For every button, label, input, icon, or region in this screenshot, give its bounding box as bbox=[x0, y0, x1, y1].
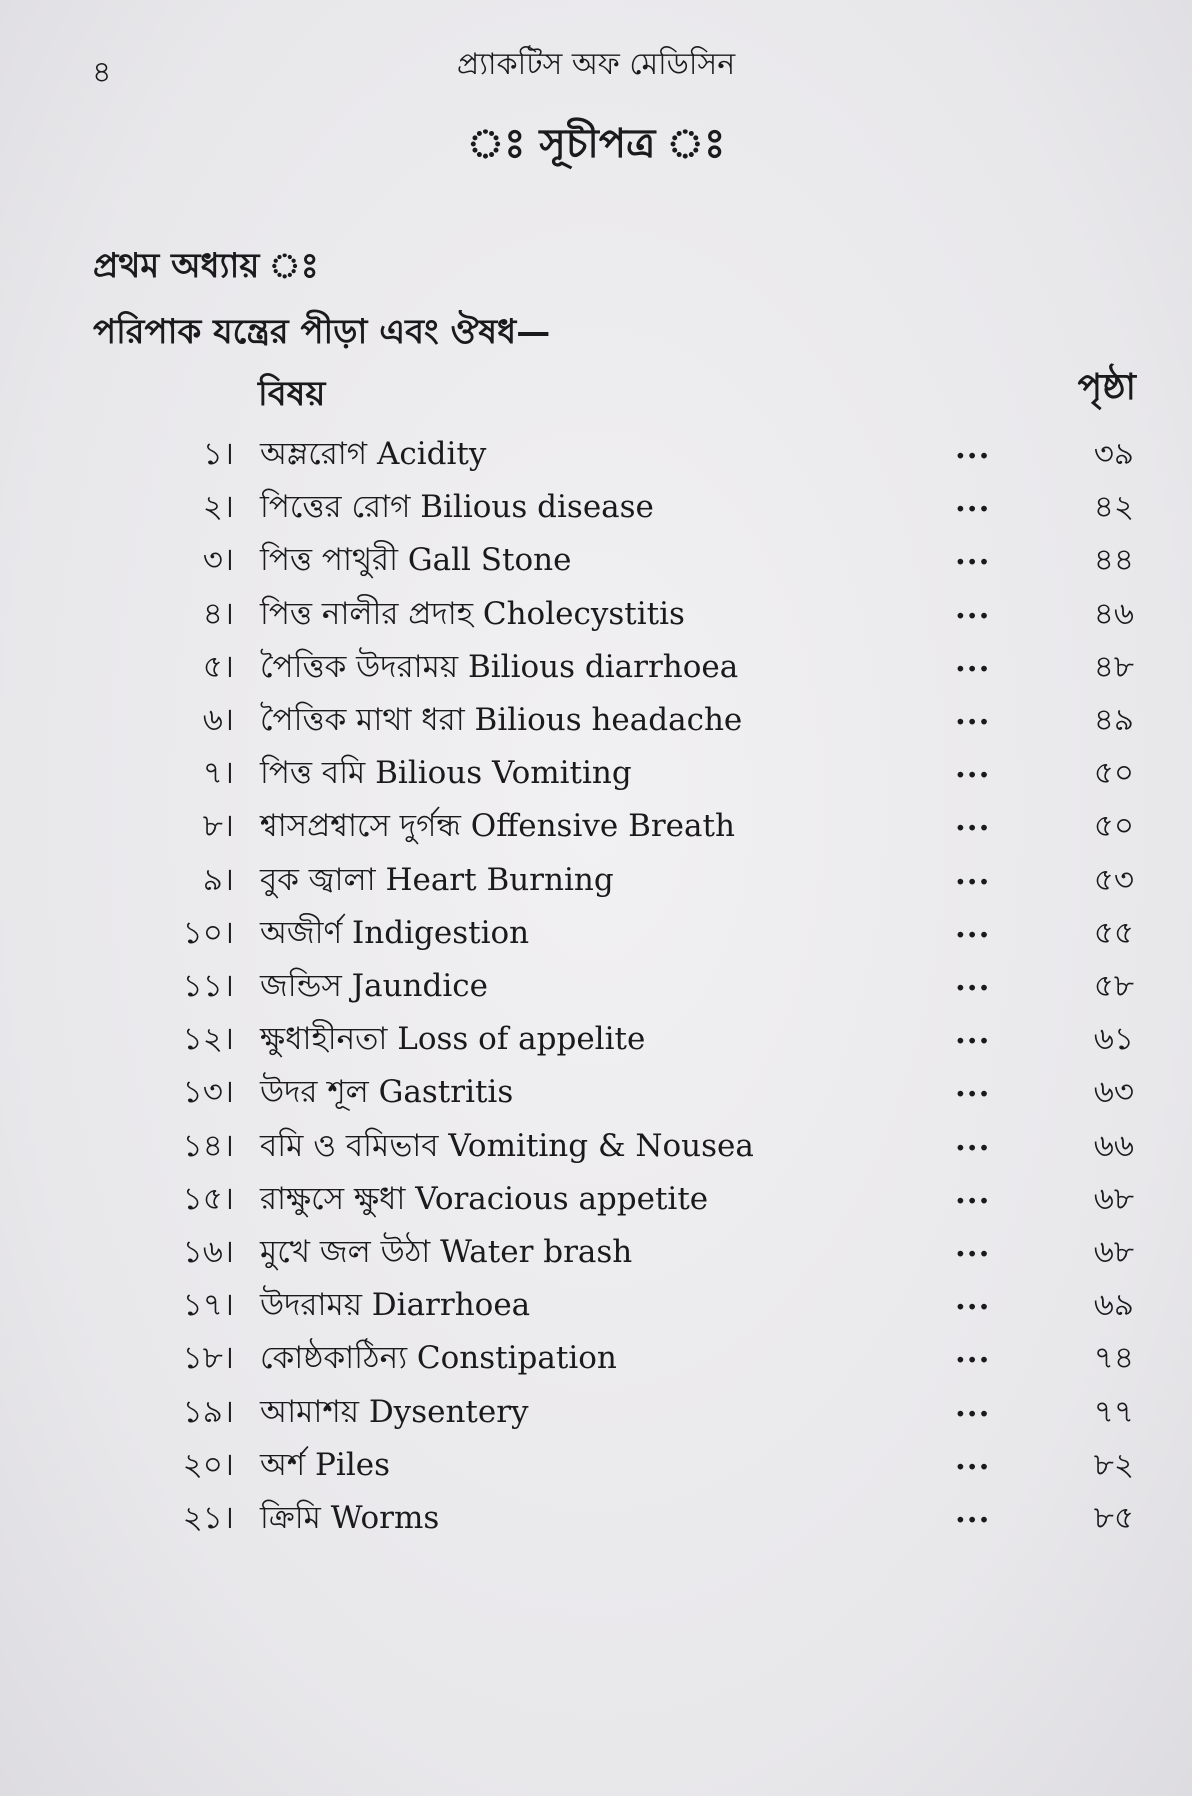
toc-entry-leader: ... bbox=[955, 1015, 991, 1052]
toc-entry-leader: ... bbox=[955, 430, 991, 466]
toc-entry-title: অর্শ Piles bbox=[260, 1446, 390, 1483]
toc-entry-page: ৪৯ bbox=[1093, 702, 1134, 738]
toc-entry-title: ক্রিমি Worms bbox=[260, 1500, 440, 1536]
toc-entry-title: উদর শূল Gastritis bbox=[260, 1074, 514, 1111]
toc-entry-number: ১। bbox=[202, 436, 234, 472]
toc-entry bbox=[0, 1228, 1192, 1282]
toc-entry-page: ৪৬ bbox=[1093, 595, 1134, 632]
toc-entry-page: ৫০ bbox=[1093, 808, 1134, 845]
toc-entry bbox=[0, 643, 1192, 697]
toc-title: ঃ সূচীপত্র ঃ bbox=[466, 120, 726, 167]
toc-entry-title: শ্বাসপ্রশ্বাসে দুর্গন্ধ Offensive Breath bbox=[260, 808, 735, 845]
toc-entry-page: ৬৮ bbox=[1093, 1180, 1134, 1217]
toc-entry-page: ৫৩ bbox=[1093, 861, 1134, 898]
toc-entry-leader: ... bbox=[955, 642, 991, 679]
toc-entry-leader: ... bbox=[955, 536, 991, 573]
toc-entry-number: ১৬। bbox=[182, 1234, 234, 1270]
toc-entry-title: কোষ্ঠকাঠিন্য Constipation bbox=[260, 1340, 617, 1377]
column-header-page: পৃষ্ঠা bbox=[1077, 366, 1136, 408]
toc-entry bbox=[0, 1015, 1192, 1069]
toc-entry-title: জন্ডিস Jaundice bbox=[260, 968, 488, 1004]
toc-entry bbox=[0, 1175, 1192, 1229]
toc-entry-leader: ... bbox=[955, 749, 991, 786]
toc-entry-page: ৭৭ bbox=[1093, 1393, 1134, 1430]
toc-entry bbox=[0, 802, 1192, 856]
toc-entry-number: ১৮। bbox=[182, 1340, 234, 1377]
toc-entry-number: ৭। bbox=[202, 755, 234, 792]
toc-entry-page: ৪৪ bbox=[1093, 542, 1134, 579]
toc-entry bbox=[0, 483, 1192, 537]
toc-entry-number: ২০। bbox=[182, 1446, 234, 1483]
toc-entry bbox=[0, 1068, 1192, 1122]
toc-entry-leader: ... bbox=[955, 1334, 991, 1371]
toc-entry-number: ১১। bbox=[182, 968, 234, 1004]
toc-entry-page: ৩৯ bbox=[1093, 436, 1134, 472]
toc-entry-leader: ... bbox=[955, 1440, 991, 1477]
toc-entry-leader: ... bbox=[955, 1494, 991, 1530]
toc-entry-title: অম্লরোগ Acidity bbox=[260, 436, 487, 472]
toc-entry-title: পৈত্তিক মাথা ধরা Bilious headache bbox=[260, 702, 743, 738]
toc-entry bbox=[0, 430, 1192, 484]
toc-entry bbox=[0, 856, 1192, 910]
chapter-label: প্রথম অধ্যায় ঃ bbox=[93, 246, 319, 286]
toc-entry-number: ৫। bbox=[202, 648, 234, 685]
toc-entry-title: পিত্তের রোগ Bilious disease bbox=[260, 489, 654, 526]
toc-entry-page: ৮২ bbox=[1093, 1446, 1134, 1483]
toc-entry-title: অজীর্ণ Indigestion bbox=[260, 914, 530, 951]
toc-entry bbox=[0, 1334, 1192, 1388]
toc-entry-title: বুক জ্বালা Heart Burning bbox=[260, 861, 614, 898]
toc-entry-page: ৬৩ bbox=[1093, 1074, 1134, 1111]
toc-entry-title: পিত্ত নালীর প্রদাহ Cholecystitis bbox=[260, 595, 685, 632]
chapter-title: পরিপাক যন্ত্রের পীড়া এবং ঔষধ— bbox=[93, 312, 551, 352]
toc-entry-number: ৬। bbox=[202, 702, 234, 738]
toc-entry-number: ৩। bbox=[202, 542, 234, 579]
toc-entry-leader: ... bbox=[955, 589, 991, 626]
toc-entry bbox=[0, 749, 1192, 803]
toc-entry-leader: ... bbox=[955, 1281, 991, 1318]
toc-entry-number: ৮। bbox=[202, 808, 234, 845]
toc-entry-page: ৬১ bbox=[1093, 1021, 1134, 1058]
toc-entry bbox=[0, 962, 1192, 1016]
toc-entry-number: ১৪। bbox=[182, 1127, 234, 1164]
running-title: প্র্যাকটিস অফ মেডিসিন bbox=[456, 47, 736, 82]
toc-entry-number: ২১। bbox=[182, 1500, 234, 1536]
toc-entry-number: ১৩। bbox=[182, 1074, 234, 1111]
toc-entry-title: পিত্ত বমি Bilious Vomiting bbox=[260, 755, 632, 792]
toc-entry bbox=[0, 590, 1192, 644]
toc-entry bbox=[0, 909, 1192, 963]
toc-entry-page: ৪২ bbox=[1093, 489, 1134, 526]
toc-entry-title: রাক্ষুসে ক্ষুধা Voracious appetite bbox=[260, 1180, 709, 1217]
toc-entry-page: ৪৮ bbox=[1093, 648, 1134, 685]
toc-entry-number: ১৫। bbox=[182, 1180, 234, 1217]
toc-entry bbox=[0, 1388, 1192, 1442]
toc-entry-page: ৫০ bbox=[1093, 755, 1134, 792]
toc-entry-leader: ... bbox=[955, 908, 991, 945]
toc-entry-leader: ... bbox=[955, 483, 991, 520]
toc-entry-leader: ... bbox=[955, 1387, 991, 1424]
toc-entry-page: ৫৫ bbox=[1093, 914, 1134, 951]
toc-entry-page: ৭৪ bbox=[1093, 1340, 1134, 1377]
toc-entry-page: ৫৮ bbox=[1093, 968, 1134, 1004]
toc-entry-title: বমি ও বমিভাব Vomiting & Nousea bbox=[260, 1127, 754, 1164]
toc-entry-number: ৪। bbox=[202, 595, 234, 632]
toc-entry-number: ১৭। bbox=[182, 1287, 234, 1324]
toc-entry bbox=[0, 1494, 1192, 1548]
toc-entry-leader: ... bbox=[955, 855, 991, 892]
toc-entry-number: ১০। bbox=[182, 914, 234, 951]
toc-entry-title: ক্ষুধাহীনতা Loss of appelite bbox=[260, 1021, 646, 1058]
column-header-subject: বিষয় bbox=[258, 374, 326, 414]
toc-entry-leader: ... bbox=[955, 802, 991, 839]
toc-entry-number: ১৯। bbox=[182, 1393, 234, 1430]
toc-entry-leader: ... bbox=[955, 1174, 991, 1211]
toc-entry bbox=[0, 1122, 1192, 1176]
toc-entry-number: ১২। bbox=[182, 1021, 234, 1058]
toc-entry-title: মুখে জল উঠা Water brash bbox=[260, 1234, 633, 1270]
toc-entry-page: ৬৯ bbox=[1093, 1287, 1134, 1324]
toc-entry-leader: ... bbox=[955, 1121, 991, 1158]
toc-entry-page: ৬৬ bbox=[1093, 1127, 1134, 1164]
toc-entry bbox=[0, 1441, 1192, 1495]
toc-entry-page: ৮৫ bbox=[1093, 1500, 1134, 1536]
toc-entry-title: পিত্ত পাথুরী Gall Stone bbox=[260, 542, 572, 579]
toc-entry-title: আমাশয় Dysentery bbox=[260, 1393, 529, 1430]
toc-entry-number: ৯। bbox=[202, 861, 234, 898]
toc-entry-page: ৬৮ bbox=[1093, 1234, 1134, 1270]
page-number: ৪ bbox=[92, 55, 112, 90]
toc-entry bbox=[0, 696, 1192, 750]
toc-entry-title: পৈত্তিক উদরাময় Bilious diarrhoea bbox=[260, 648, 739, 685]
toc-entry-leader: ... bbox=[955, 696, 991, 732]
toc-entry bbox=[0, 1281, 1192, 1335]
toc-entry-leader: ... bbox=[955, 962, 991, 998]
toc-entry-leader: ... bbox=[955, 1228, 991, 1264]
toc-entry bbox=[0, 536, 1192, 590]
toc-entry-title: উদরাময় Diarrhoea bbox=[260, 1287, 531, 1324]
toc-entry-leader: ... bbox=[955, 1068, 991, 1105]
toc-entry-number: ২। bbox=[202, 489, 234, 526]
